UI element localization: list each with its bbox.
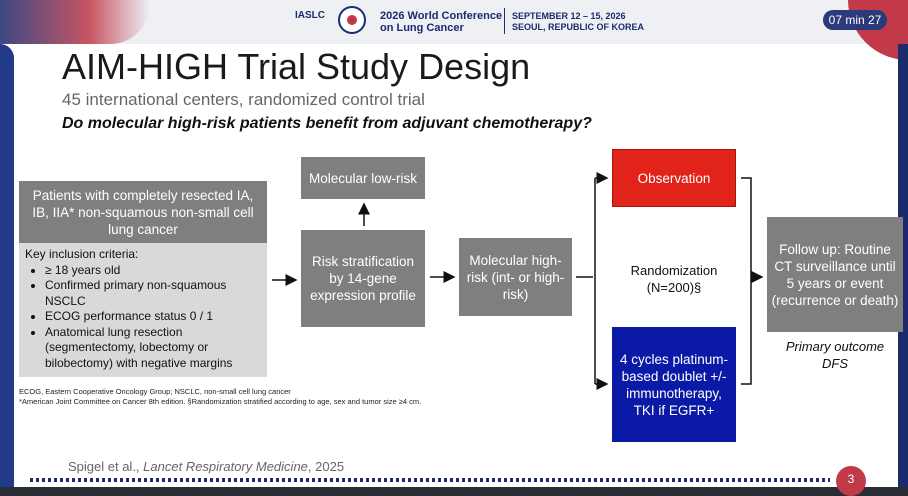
followup-bracket-right (741, 178, 751, 384)
slide-title: AIM-HIGH Trial Study Design (62, 46, 531, 87)
conference-title-line2: on Lung Cancer (380, 22, 464, 34)
randomization-line1: Randomization (630, 263, 718, 278)
footnote-line2: *American Joint Committee on Cancer 8th edition. §Randomization stratified according to age, sex and tumor size ≥4 cm. (19, 397, 422, 406)
low-risk-box: Molecular low-risk (301, 157, 425, 199)
treatment-box: 4 cycles platinum-based doublet +/- immunotherapy, TKI if EGFR+ (612, 327, 736, 442)
patients-box: Patients with completely resected IA, IB, IIA* non-squamous non-small cell lung cancer (19, 181, 267, 243)
citation (68, 459, 344, 474)
high-risk-box: Molecular high-risk (int- or high-risk) (459, 238, 572, 316)
footnotes (19, 387, 439, 407)
citation-authors: Spigel et al., (68, 459, 144, 474)
conference-title (380, 10, 502, 34)
primary-outcome-line1: Primary outcome (785, 339, 885, 354)
criteria-item: • ≥ 18 years old (45, 263, 261, 279)
conference-date-line2: SEOUL, REPUBLIC OF KOREA (512, 22, 645, 32)
slide-subtitle: 45 international centers, randomized control trial (62, 90, 425, 109)
header-divider (504, 8, 505, 34)
observation-box: Observation (612, 149, 736, 207)
conference-date-line1: SEPTEMBER 12 – 15, 2026 (512, 11, 626, 21)
criteria-item: • ECOG performance status 0 / 1 (45, 309, 261, 325)
criteria-item: • Anatomical lung resection (segmentectomy, lobectomy or bilobectomy) with negative margins (45, 325, 261, 372)
criteria-heading: Key inclusion criteria: (25, 247, 139, 261)
slide-edge-left (0, 44, 14, 487)
primary-outcome-line2: DFS (822, 356, 848, 371)
randomization-label (612, 262, 736, 296)
header-decoration-left (0, 0, 150, 44)
bottom-dotted-border (30, 478, 830, 482)
conference-logo-icon (338, 6, 366, 34)
footnote-line1: ECOG, Eastern Cooperative Oncology Group; NSCLC, non-small cell lung cancer (19, 387, 291, 396)
research-question: Do molecular high-risk patients benefit from adjuvant chemotherapy? (62, 115, 592, 132)
page-number: 3 (836, 466, 866, 496)
primary-outcome (768, 338, 902, 372)
randomization-line2: (N=200)§ (646, 280, 702, 295)
follow-up-box: Follow up: Routine CT surveillance until 5 years or event (recurrence or death) (767, 217, 903, 332)
conference-date (512, 11, 644, 33)
conference-title-line1: 2026 World Conference (380, 10, 503, 22)
org-label: IASLC (295, 10, 325, 21)
citation-year: , 2025 (307, 459, 345, 474)
risk-stratification-box: Risk stratification by 14-gene expression profile (301, 230, 425, 327)
criteria-list (25, 263, 261, 372)
citation-journal: Lancet Respiratory Medicine (143, 459, 308, 474)
inclusion-criteria-box (19, 243, 267, 377)
criteria-item: • Confirmed primary non-squamous NSCLC (45, 278, 261, 309)
timer-badge: 07 min 27 (823, 10, 887, 30)
